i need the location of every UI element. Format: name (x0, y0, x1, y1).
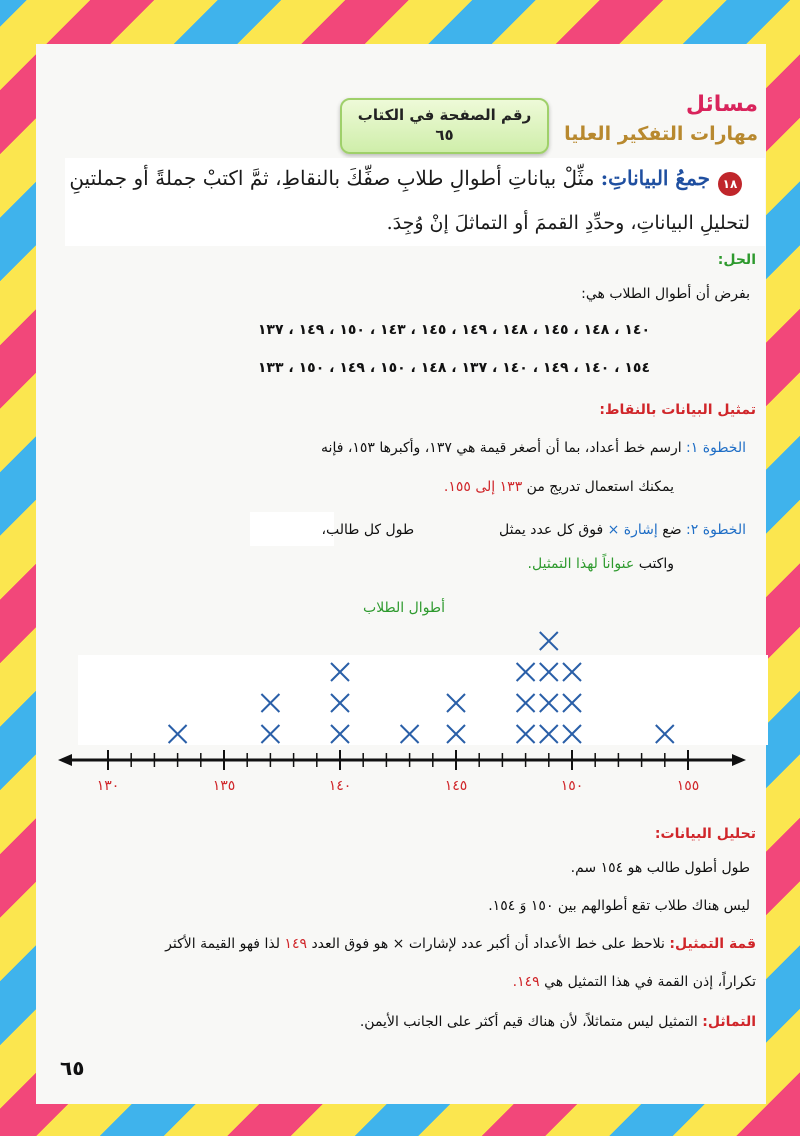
step-2-title-word: عنواناً لهذا التمثيل. (527, 556, 635, 572)
analysis-heading: تحليل البيانات: (654, 826, 756, 842)
step-2-a: ضع (662, 522, 682, 538)
chart-title: أطوال الطلاب (363, 600, 445, 616)
x-mark-145 (447, 725, 465, 743)
question-line-2: لتحليلِ البياناتِ، وحدِّدِ القممَ أو التماثلَ إنْ وُجِدَ. (386, 212, 750, 234)
axis-tick-label: ١٥٥ (676, 778, 700, 794)
step-2-c: طول كل طالب، (321, 522, 415, 538)
question-line-1-text: مثِّلْ بياناتِ أطوالِ طلابِ صفِّكَ بالنقاطِ، ثمَّ اكتبْ جملةً أو جملتينِ (69, 166, 595, 190)
x-mark-149 (540, 725, 558, 743)
step-2-line (321, 522, 746, 538)
step-1-cont-text: يمكنك استعمال تدريج من (526, 479, 674, 495)
x-mark-140 (331, 725, 349, 743)
peak-text-a: نلاحظ على خط الأعداد أن أكبر عدد لإشارات × هو فوق العدد (311, 936, 665, 952)
axis-arrow-right (732, 754, 746, 766)
dot-plot-chart (0, 590, 800, 810)
data-row-1: ١٤٠ ، ١٤٨ ، ١٤٥ ، ١٤٨ ، ١٤٩ ، ١٤٥ ، ١٤٣ ، ١٥٠ ، ١٤٩ ، ١٣٧ (257, 322, 650, 338)
question-line-1 (69, 166, 710, 190)
axis-arrow-left (58, 754, 72, 766)
analysis-line-1: طول أطول طالب هو ١٥٤ سم. (570, 860, 750, 876)
symmetry-label: التماثل: (702, 1014, 756, 1030)
assumption-text: بفرض أن أطوال الطلاب هي: (581, 286, 750, 302)
x-mark-148 (517, 663, 535, 681)
dotplot-heading: تمثيل البيانات بالنقاط: (599, 402, 756, 418)
x-mark-137 (261, 725, 279, 743)
x-mark-148 (517, 725, 535, 743)
step-2-line2-a: واكتب (638, 556, 674, 572)
x-mark-149 (540, 663, 558, 681)
book-page-number: ٦٥ (435, 126, 454, 144)
peak-label: قمة التمثيل: (669, 936, 756, 952)
axis-tick-label: ١٥٠ (560, 778, 584, 794)
peak-line2-text: تكراراً، إذن القمة في هذا التمثيل هي (544, 974, 756, 990)
question-number-badge: ١٨ (718, 172, 742, 196)
footer-page-number: ٦٥ (60, 1056, 85, 1080)
axis-tick-label: ١٣٥ (212, 778, 236, 794)
step-1-text: ارسم خط أعداد، بما أن أصغر قيمة هي ١٣٧، وأكبرها ١٥٣، فإنه (321, 440, 682, 456)
question-keyword: جمعُ البياناتِ: (600, 166, 710, 190)
x-mark-149 (540, 632, 558, 650)
x-mark-137 (261, 694, 279, 712)
x-mark-140 (331, 694, 349, 712)
section-title: مسائل (685, 92, 758, 117)
x-mark-149 (540, 694, 558, 712)
step-1-continuation (444, 479, 674, 495)
symmetry-line (360, 1014, 756, 1030)
book-page-label: رقم الصفحة في الكتاب (357, 106, 532, 124)
x-mark-148 (517, 694, 535, 712)
analysis-line-2: ليس هناك طلاب تقع أطوالهم بين ١٥٠ وَ ١٥٤. (488, 898, 750, 914)
x-mark-140 (331, 663, 349, 681)
step-1-range: ١٣٣ إلى ١٥٥. (443, 479, 523, 495)
axis-tick-label: ١٣٠ (96, 778, 120, 794)
x-mark-150 (563, 694, 581, 712)
step-2-line-2 (528, 556, 674, 572)
peak-value: ١٤٩ (284, 936, 307, 952)
peak-line2-value: ١٤٩. (512, 974, 540, 990)
x-mark-133 (169, 725, 187, 743)
solution-label: الحل: (717, 252, 756, 268)
step-2-b: فوق كل عدد يمثل (499, 522, 604, 538)
x-mark-154 (656, 725, 674, 743)
x-mark-150 (563, 663, 581, 681)
peak-text-b: لذا فهو القيمة الأكثر (165, 936, 280, 952)
axis-tick-label: ١٤٥ (444, 778, 468, 794)
symmetry-text: التمثيل ليس متماثلاً، لأن هناك قيم أكثر على الجانب الأيمن. (359, 1014, 698, 1030)
book-page-box (340, 98, 549, 154)
step-1-label: الخطوة ١: (686, 440, 746, 456)
peak-line-2 (513, 974, 756, 990)
axis-tick-label: ١٤٠ (328, 778, 352, 794)
section-subtitle: مهارات التفكير العليا (564, 123, 758, 145)
data-row-2: ١٥٤ ، ١٤٠ ، ١٤٩ ، ١٤٠ ، ١٣٧ ، ١٤٨ ، ١٥٠ ، ١٤٩ ، ١٥٠ ، ١٣٣ (257, 360, 650, 376)
step-2-label: الخطوة ٢: (686, 522, 746, 538)
x-mark-145 (447, 694, 465, 712)
x-mark-150 (563, 725, 581, 743)
step-1-line (321, 440, 746, 456)
x-mark-143 (401, 725, 419, 743)
peak-line-1 (165, 936, 756, 952)
step-2-mark: إشارة × (607, 522, 658, 538)
